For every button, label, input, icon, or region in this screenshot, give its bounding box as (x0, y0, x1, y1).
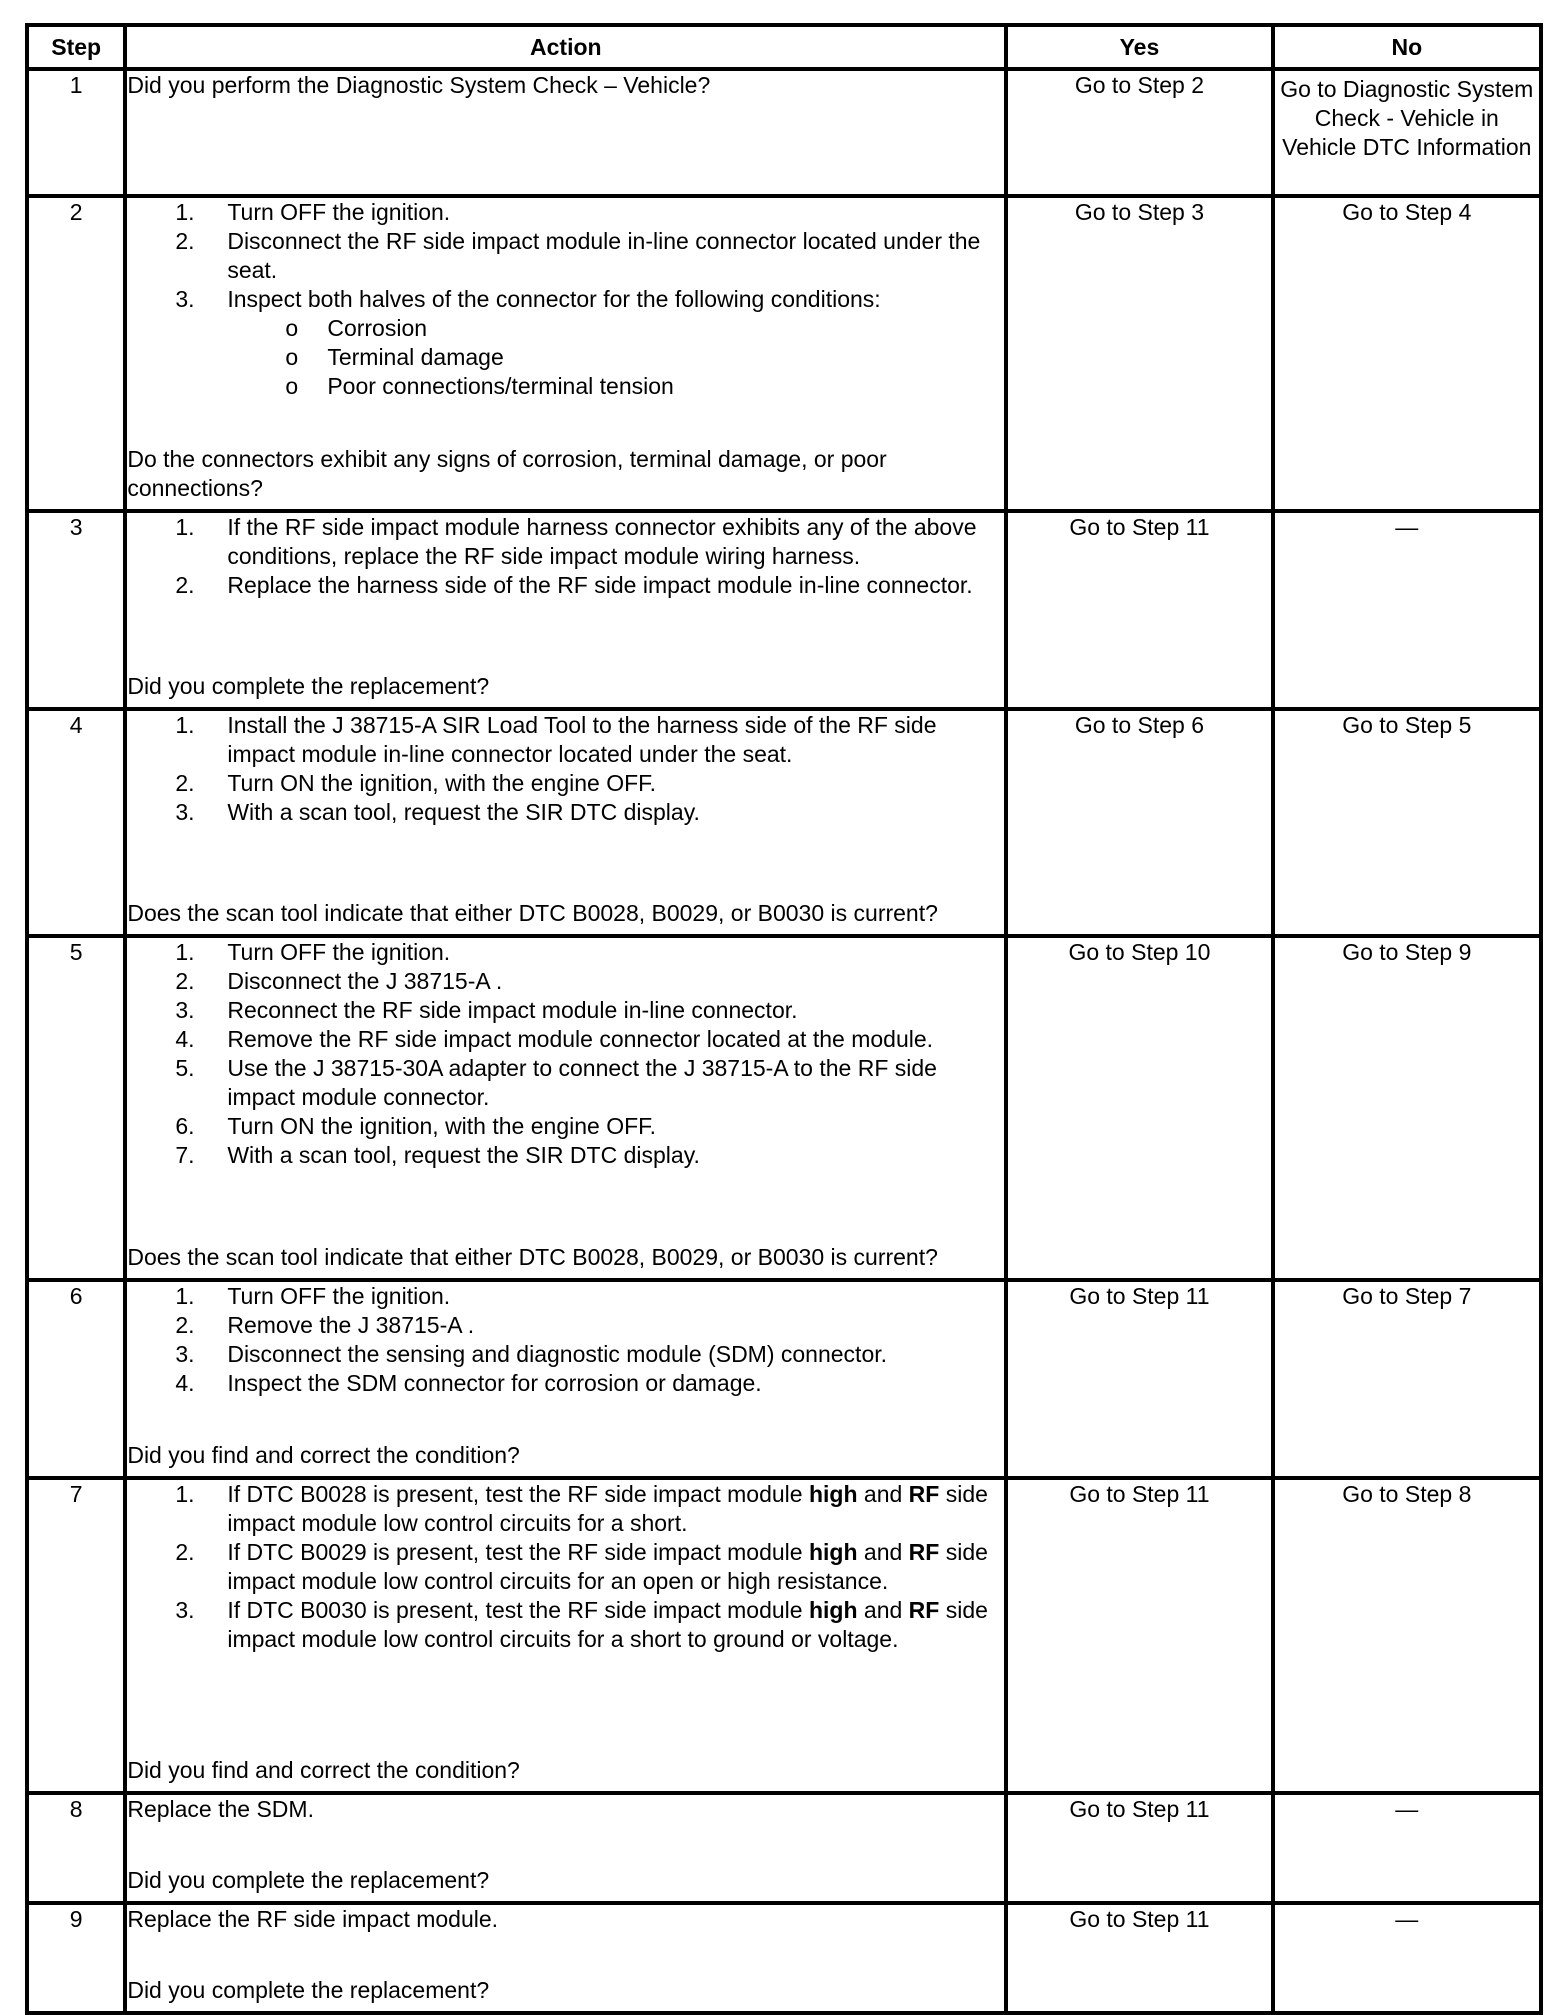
table-row (27, 936, 1541, 1280)
table-row (27, 1793, 1541, 1903)
bullet-icon: o (285, 373, 299, 399)
no-result: Go to Step 4 (1273, 196, 1541, 511)
question-text: Did you complete the replacement? (127, 1977, 490, 2003)
bullet-icon: o (285, 344, 299, 370)
step-number: 7 (27, 1478, 125, 1793)
question-text: Did you find and correct the condition? (127, 1442, 520, 1468)
step-number: 8 (27, 1793, 125, 1903)
diagnostic-table (25, 23, 1543, 2015)
list-item: 3. With a scan tool, request the SIR DTC display. (175, 799, 700, 825)
step-number: 3 (27, 511, 125, 709)
step-number: 6 (27, 1280, 125, 1478)
action-cell (125, 196, 1006, 511)
step-number: 4 (27, 709, 125, 936)
list-item: 2. If DTC B0029 is present, test the RF side impact module high and RF side impact module low control circuits for an open or high resistance. (175, 1539, 988, 1594)
no-result: — (1273, 1793, 1541, 1903)
action-cell (125, 936, 1006, 1280)
action-cell (125, 709, 1006, 936)
action-cell (125, 1793, 1006, 1903)
list-item: 3. Reconnect the RF side impact module in-line connector. (175, 997, 798, 1023)
question-text: Did you find and correct the condition? (127, 1757, 520, 1783)
list-item: o Corrosion (285, 315, 428, 341)
no-result: Go to Step 9 (1273, 936, 1541, 1280)
yes-result: Go to Step 2 (1006, 69, 1272, 196)
table-row (27, 1478, 1541, 1793)
header-step: Step (27, 25, 125, 69)
step-number: 1 (27, 69, 125, 196)
no-result: Go to Step 5 (1273, 709, 1541, 936)
list-item: 2. Remove the J 38715-A . (175, 1312, 475, 1338)
list-item: o Poor connections/terminal tension (285, 373, 674, 399)
header-action: Action (125, 25, 1006, 69)
no-result: — (1273, 511, 1541, 709)
list-item: 1. If the RF side impact module harness connector exhibits any of the above conditions, replace the RF side impact module wiring harness. (175, 514, 977, 569)
list-item: 1. If DTC B0028 is present, test the RF side impact module high and RF side impact module low control circuits for a short. (175, 1481, 988, 1536)
list-item: 3. Disconnect the sensing and diagnostic module (SDM) connector. (175, 1341, 888, 1367)
list-item: 1. Install the J 38715-A SIR Load Tool to the harness side of the RF side impact module in-line connector located under the seat. (175, 712, 937, 767)
table-row (27, 69, 1541, 196)
step-number: 5 (27, 936, 125, 1280)
table-row (27, 196, 1541, 511)
list-item: 3. Inspect both halves of the connector for the following conditions: o Corrosion o Terminal damage o Poor connections/terminal tension (127, 285, 1004, 401)
action-cell (125, 1903, 1006, 2013)
action-list (127, 938, 1004, 1170)
list-item: 7. With a scan tool, request the SIR DTC display. (175, 1142, 700, 1168)
question-text: Did you complete the replacement? (127, 673, 490, 699)
list-item: 4. Remove the RF side impact module connector located at the module. (175, 1026, 934, 1052)
yes-result: Go to Step 11 (1006, 1793, 1272, 1903)
no-result: Go to Diagnostic System Check - Vehicle in Vehicle DTC Information (1273, 69, 1541, 196)
list-item: 2. Turn ON the ignition, with the engine OFF. (175, 770, 657, 796)
header-no: No (1273, 25, 1541, 69)
list-item: 5. Use the J 38715-30A adapter to connect the J 38715-A to the RF side impact module connector. (175, 1055, 937, 1110)
list-item: 4. Inspect the SDM connector for corrosion or damage. (175, 1370, 762, 1396)
no-result: Go to Step 7 (1273, 1280, 1541, 1478)
action-list (127, 711, 1004, 827)
yes-result: Go to Step 11 (1006, 1478, 1272, 1793)
list-item: 1. Turn OFF the ignition. (175, 199, 451, 225)
action-text: Replace the RF side impact module. (127, 1906, 499, 1932)
table-row (27, 1903, 1541, 2013)
action-cell (125, 511, 1006, 709)
action-cell (125, 1280, 1006, 1478)
table-row (27, 1280, 1541, 1478)
list-item: 1. Turn OFF the ignition. (175, 1283, 451, 1309)
list-item: 2. Disconnect the RF side impact module in-line connector located under the seat. (175, 228, 981, 283)
question-text: Did you complete the replacement? (127, 1867, 490, 1893)
list-item: 2. Disconnect the J 38715-A . (175, 968, 503, 994)
action-list (127, 198, 1004, 401)
yes-result: Go to Step 11 (1006, 511, 1272, 709)
action-list (127, 513, 1004, 600)
condition-list (227, 314, 1004, 401)
action-text: Replace the SDM. (127, 1796, 314, 1822)
yes-result: Go to Step 10 (1006, 936, 1272, 1280)
action-list (127, 1480, 1004, 1654)
list-item: 2. Replace the harness side of the RF side impact module in-line connector. (175, 572, 973, 598)
yes-result: Go to Step 11 (1006, 1903, 1272, 2013)
yes-result: Go to Step 6 (1006, 709, 1272, 936)
question-text: Does the scan tool indicate that either DTC B0028, B0029, or B0030 is current? (127, 1244, 938, 1270)
list-item: o Terminal damage (285, 344, 504, 370)
action-cell (125, 69, 1006, 196)
question-text: Does the scan tool indicate that either DTC B0028, B0029, or B0030 is current? (127, 900, 938, 926)
header-yes: Yes (1006, 25, 1272, 69)
step-number: 9 (27, 1903, 125, 2013)
header-row (27, 25, 1541, 69)
no-result: — (1273, 1903, 1541, 2013)
yes-result: Go to Step 11 (1006, 1280, 1272, 1478)
action-list (127, 1282, 1004, 1398)
bullet-icon: o (285, 315, 299, 341)
action-cell (125, 1478, 1006, 1793)
table-row (27, 709, 1541, 936)
table-row (27, 511, 1541, 709)
list-item: 3. If DTC B0030 is present, test the RF side impact module high and RF side impact module low control circuits for a short to ground or voltage. (175, 1597, 988, 1652)
question-text: Do the connectors exhibit any signs of corrosion, terminal damage, or poor connections? (127, 446, 887, 501)
step-number: 2 (27, 196, 125, 511)
list-item: 6. Turn ON the ignition, with the engine OFF. (175, 1113, 657, 1139)
no-result: Go to Step 8 (1273, 1478, 1541, 1793)
list-item: 1. Turn OFF the ignition. (175, 939, 451, 965)
yes-result: Go to Step 3 (1006, 196, 1272, 511)
action-text: Did you perform the Diagnostic System Check – Vehicle? (127, 72, 711, 98)
